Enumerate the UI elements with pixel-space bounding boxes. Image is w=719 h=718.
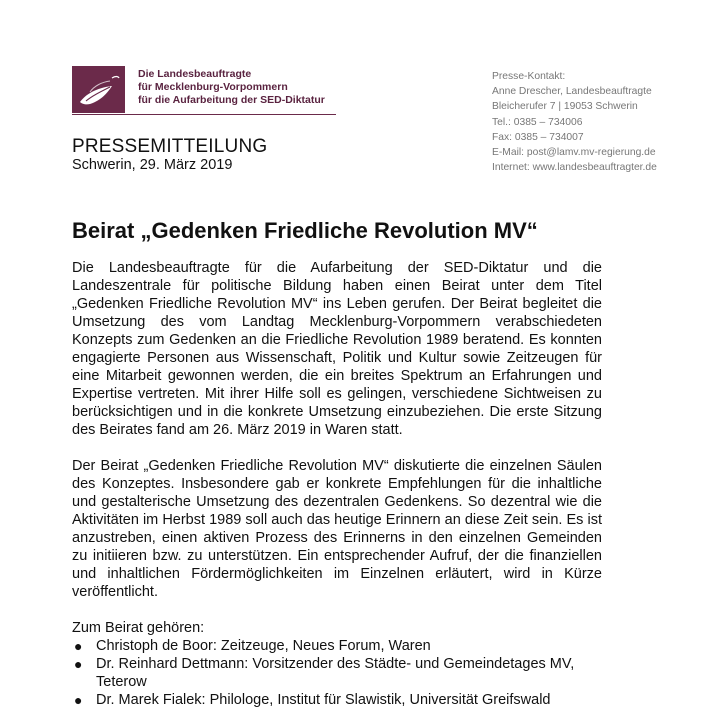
org-name-line: für die Aufarbeitung der SED-Diktatur xyxy=(138,94,325,106)
contact-phone: Tel.: 0385 – 734006 xyxy=(492,116,583,128)
bullet-icon: ● xyxy=(74,692,83,708)
article-body xyxy=(72,259,602,709)
members-label: Zum Beirat gehören: xyxy=(72,620,205,636)
paragraph: Der Beirat „Gedenken Friedliche Revolution MV“ diskutierte die einzelnen Säulen des Konzeptes. Insbesondere gab er konkrete Empfehlungen für die inhaltliche und gestalterische Umsetzung des dezentralen Gedenkens. So dezentral wie die Aktivitäten im Herbst 1989 soll auch das heutige Erinnern an diese Zeit sein. Es ist anzustreben, einen aktiven Prozess des Erinnerns in den einzelnen Gemeinden zu initiieren bzw. zu unterstützen. Ein entsprechender Aufruf, der die finanziellen und inhaltlichen Fördermöglichkeiten im Einzelnen erläutert, wird in Kürze veröffentlicht. xyxy=(72,458,602,600)
member-text: Dr. Marek Fialek: Philologe, Institut für Slawistik, Universität Greifswald xyxy=(96,692,551,708)
bullet-icon: ● xyxy=(74,638,83,654)
org-name-line: Die Landesbeauftragte xyxy=(138,68,252,80)
header-divider xyxy=(72,114,336,115)
contact-heading: Presse-Kontakt: xyxy=(492,71,566,82)
contact-website: Internet: www.landesbeauftragter.de xyxy=(492,162,657,174)
date-line: Schwerin, 29. März 2019 xyxy=(72,157,233,173)
contact-address: Bleicherufer 7 | 19053 Schwerin xyxy=(492,101,638,113)
list-item xyxy=(72,655,602,691)
contact-name: Anne Drescher, Landesbeauftragte xyxy=(492,86,652,98)
org-name xyxy=(138,68,325,107)
members-list xyxy=(72,637,602,709)
contact-fax: Fax: 0385 – 734007 xyxy=(492,131,584,143)
article-headline: Beirat „Gedenken Friedliche Revolution MV“ xyxy=(72,218,538,243)
press-contact-block xyxy=(492,69,657,175)
member-text: Christoph de Boor: Zeitzeuge, Neues Forum, Waren xyxy=(96,638,431,654)
logo xyxy=(72,66,125,113)
list-item xyxy=(72,691,602,709)
document-type-title: PRESSEMITTEILUNG xyxy=(72,136,268,157)
leaf-logo-icon xyxy=(72,66,125,113)
list-item xyxy=(72,637,602,655)
bullet-icon: ● xyxy=(74,656,83,672)
org-name-line: für Mecklenburg-Vorpommern xyxy=(138,81,288,93)
paragraph: Die Landesbeauftragte für die Aufarbeitung der SED-Diktatur und die Landeszentrale für politische Bildung haben einen Beirat unter dem Titel „Gedenken Friedliche Revolution MV“ ins Leben gerufen. Der Beirat begleitet die Umsetzung des vom Landtag Mecklenburg-Vorpommern verabschiedeten Konzepts zum Gedenken an die Friedliche Revolution 1989 beratend. Es konnten engagierte Personen aus Wissenschaft, Politik und Kultur sowie Zeitzeugen für eine Mitarbeit gewonnen werden, die ein breites Spektrum an Erfahrungen und Expertise vertreten. Mit ihrer Hilfe soll es gelingen, verschiedene Sichtweisen zu berücksichtigen und in die konkrete Umsetzung einzubeziehen. Die erste Sitzung des Beirates fand am 26. März 2019 in Waren statt. xyxy=(72,260,602,438)
member-text: Dr. Reinhard Dettmann: Vorsitzender des Städte- und Gemeindetages MV, Teterow xyxy=(96,656,575,690)
contact-email: E-Mail: post@lamv.mv-regierung.de xyxy=(492,147,656,159)
